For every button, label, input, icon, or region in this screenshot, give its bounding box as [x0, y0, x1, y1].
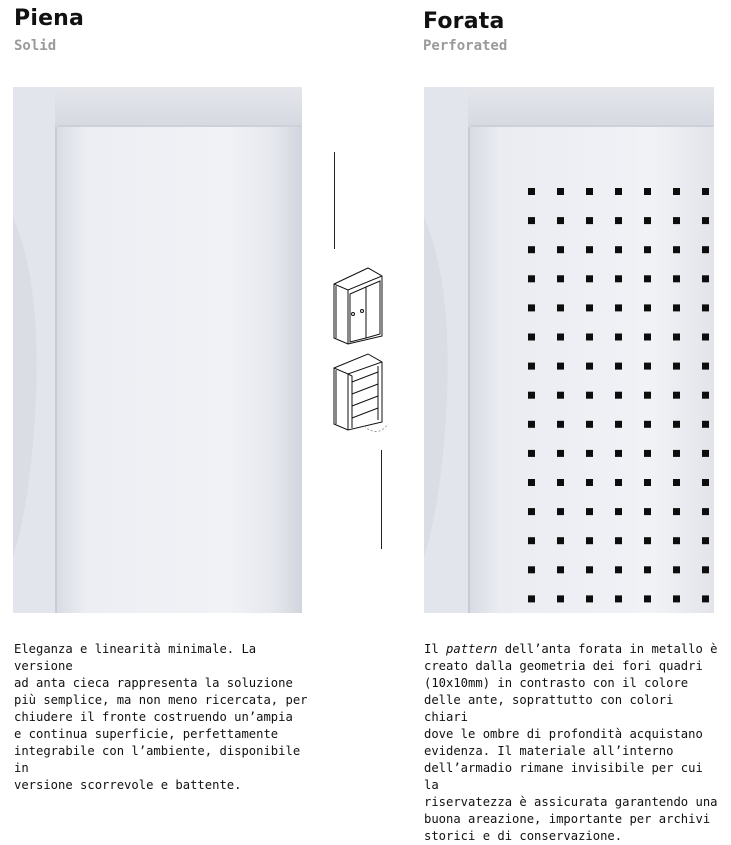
perforation-hole: [528, 595, 535, 602]
perforation-hole: [673, 246, 680, 253]
perforation-hole: [644, 450, 651, 457]
perforation-hole: [528, 566, 535, 573]
perforation-hole: [586, 363, 593, 370]
perforation-hole: [615, 479, 622, 486]
perforation-hole: [586, 188, 593, 195]
perforation-hole: [673, 188, 680, 195]
perforation-hole: [557, 537, 564, 544]
perforation-hole: [673, 304, 680, 311]
perforation-hole: [528, 421, 535, 428]
perforation-hole: [615, 304, 622, 311]
perforated-door-image: [424, 87, 714, 613]
solid-title: Piena: [14, 6, 85, 31]
perforation-hole: [644, 421, 651, 428]
perforation-hole: [557, 566, 564, 573]
divider-line-top: [334, 152, 335, 249]
perforation-hole: [673, 334, 680, 341]
perforated-title: Forata: [423, 9, 505, 34]
perforation-hole: [702, 595, 709, 602]
perforation-hole: [644, 595, 651, 602]
perforation-hole: [673, 566, 680, 573]
perforation-hole: [528, 537, 535, 544]
perforation-hole: [557, 334, 564, 341]
perforation-hole: [644, 479, 651, 486]
perforation-hole: [557, 392, 564, 399]
perforation-hole: [644, 217, 651, 224]
perforation-hole: [702, 537, 709, 544]
perforated-subtitle: Perforated: [423, 38, 508, 54]
perforation-hole: [615, 537, 622, 544]
perforation-hole: [615, 595, 622, 602]
perforation-hole: [644, 566, 651, 573]
perforation-hole: [528, 217, 535, 224]
perforation-hole: [702, 188, 709, 195]
perforation-hole: [644, 246, 651, 253]
perforation-hole: [615, 508, 622, 515]
perforation-hole: [586, 304, 593, 311]
perforation-hole: [673, 450, 680, 457]
perforation-hole: [615, 450, 622, 457]
perforation-hole: [557, 508, 564, 515]
perforation-hole: [644, 275, 651, 282]
perforation-hole: [615, 334, 622, 341]
perforation-hole: [615, 421, 622, 428]
perforation-hole: [702, 421, 709, 428]
perforation-hole: [528, 450, 535, 457]
perforation-hole: [673, 537, 680, 544]
perforation-hole: [557, 421, 564, 428]
perforation-hole: [673, 217, 680, 224]
perforation-hole: [528, 275, 535, 282]
perforation-hole: [702, 363, 709, 370]
perforation-hole: [615, 246, 622, 253]
perforation-hole: [702, 566, 709, 573]
perforation-hole: [615, 392, 622, 399]
perforation-hole: [615, 188, 622, 195]
perforation-hole: [644, 363, 651, 370]
perforation-hole: [586, 595, 593, 602]
perforation-hole: [557, 363, 564, 370]
perforation-hole: [528, 188, 535, 195]
perforation-hole: [644, 334, 651, 341]
perforation-hole: [528, 508, 535, 515]
perforation-hole: [702, 217, 709, 224]
perforated-description: Il pattern dell’anta forata in metallo è creato dalla geometria dei fori quadri (10x10mm) in contrasto con il colore delle ante, soprattutto con colori chiari dove le ombre di profondità acquistano evidenza. Il materiale all’interno dell’armadio rimane invisibile per cui la riservatezza è assicurata garantendo una buona areazione, importante per archivi storici e di conservazione.: [424, 642, 718, 843]
perforation-hole: [673, 479, 680, 486]
perforation-hole: [673, 421, 680, 428]
perforation-hole: [644, 508, 651, 515]
perforation-hole: [702, 246, 709, 253]
perforation-hole: [557, 304, 564, 311]
perforation-hole: [615, 217, 622, 224]
perforation-hole: [702, 479, 709, 486]
perforation-hole: [702, 508, 709, 515]
sliding-door-cabinet-icon: [328, 264, 386, 348]
perforation-hole: [586, 217, 593, 224]
perforation-hole: [528, 334, 535, 341]
perforation-hole: [528, 246, 535, 253]
perforation-hole: [528, 363, 535, 370]
perforation-hole: [702, 334, 709, 341]
perforation-hole: [644, 537, 651, 544]
perforation-hole: [586, 392, 593, 399]
hinged-door-cabinet-icon: [328, 352, 390, 438]
perforation-hole: [673, 392, 680, 399]
perforation-hole: [557, 246, 564, 253]
perforation-hole: [586, 566, 593, 573]
perforation-hole: [615, 363, 622, 370]
perforation-hole: [586, 334, 593, 341]
perforation-hole: [528, 304, 535, 311]
pattern-italic-word: pattern: [446, 642, 498, 656]
solid-door-image: [13, 87, 302, 613]
perforation-hole: [557, 450, 564, 457]
perforation-hole: [644, 392, 651, 399]
perforation-hole: [557, 479, 564, 486]
perforation-hole: [586, 537, 593, 544]
perforation-hole: [673, 275, 680, 282]
perforation-hole: [702, 392, 709, 399]
solid-description: Eleganza e linearità minimale. La versione ad anta cieca rappresenta la soluzione più semplice, ma non meno ricercata, per chiudere il fronte costruendo un’ampia e continua superficie, perfettamente integrabile con l’ambiente, disponibile in versione scorrevole e battente.: [14, 642, 308, 792]
solid-subtitle: Solid: [14, 38, 57, 54]
perforation-hole: [702, 275, 709, 282]
perforation-hole: [615, 566, 622, 573]
perforation-hole: [586, 275, 593, 282]
divider-line-bottom: [381, 450, 382, 549]
perforation-hole: [557, 217, 564, 224]
perforation-hole: [586, 421, 593, 428]
perforation-hole: [557, 188, 564, 195]
perforation-hole: [586, 479, 593, 486]
perforation-hole: [702, 450, 709, 457]
perforation-hole: [586, 450, 593, 457]
perforation-hole: [644, 188, 651, 195]
perforation-hole: [702, 304, 709, 311]
perforation-hole: [673, 363, 680, 370]
perforation-hole: [528, 479, 535, 486]
perforation-hole: [528, 392, 535, 399]
perforation-hole: [615, 275, 622, 282]
perforation-hole: [644, 304, 651, 311]
perforation-hole: [557, 595, 564, 602]
perforation-hole: [586, 508, 593, 515]
perforation-hole: [673, 508, 680, 515]
perforation-hole: [557, 275, 564, 282]
perforation-hole: [586, 246, 593, 253]
perforation-hole: [673, 595, 680, 602]
